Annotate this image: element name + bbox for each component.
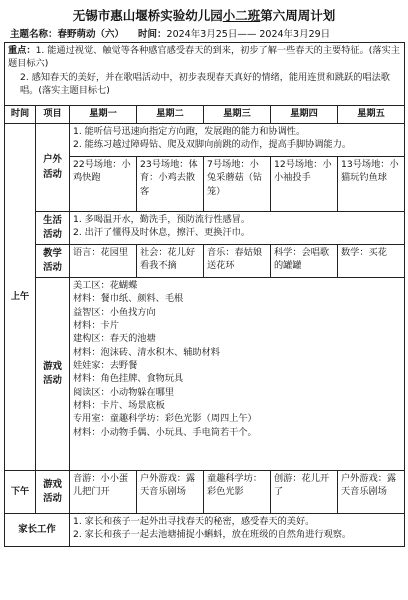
life-item-1: 1. 多喝温开水，勤洗手，预防流行性感冒。 xyxy=(73,214,251,225)
outdoor-goal-2: 2. 能练习越过障碍钻、爬及双脚向前跳的动作，提高手脚协调能力。 xyxy=(73,139,352,151)
game-label: 游戏活动 xyxy=(36,278,70,471)
game-line-8: 材料：角色挂牌、食物玩具 xyxy=(73,373,184,385)
outdoor-mon: 22号场地：小鸡快跑 xyxy=(70,157,137,212)
title-class: 小二班 xyxy=(222,8,261,23)
theme-label: 主题名称： xyxy=(10,29,58,40)
home-row xyxy=(5,514,405,547)
plan-table xyxy=(4,42,405,547)
afternoon-row xyxy=(5,471,405,514)
outdoor-goals-cell xyxy=(70,124,405,157)
game-line-2: 材料：餐巾纸、颜料、毛根 xyxy=(73,293,184,305)
time-label: 时间： xyxy=(138,29,167,40)
teach-tue: 社会：花儿好看我不摘 xyxy=(137,245,204,278)
focus-cell xyxy=(5,43,405,106)
game-line-11: 专用室：童趣科学坊：彩色光影（周四上午） xyxy=(73,413,257,425)
teach-label: 教学活动 xyxy=(36,245,70,278)
section-morning: 上午 xyxy=(5,124,36,471)
game-line-5: 建构区：春天的池塘 xyxy=(73,333,156,345)
life-row xyxy=(5,212,405,245)
section-afternoon: 下午 xyxy=(5,471,36,514)
teach-thu: 科学：会唱歌的罐罐 xyxy=(271,245,338,278)
teach-row xyxy=(5,245,405,278)
teach-fri: 数学：买花 xyxy=(338,245,405,278)
focus-label: 重点： xyxy=(8,45,36,56)
outdoor-goal-row xyxy=(5,124,405,157)
game-line-12: 材料：小动物手偶、小玩具、手电筒若干个。 xyxy=(73,426,257,438)
game-cell xyxy=(70,278,405,471)
header-item: 项目 xyxy=(36,106,70,124)
header-fri: 星期五 xyxy=(338,106,405,124)
pm-game-label: 游戏活动 xyxy=(36,471,70,514)
outdoor-tue: 23号场地：体育：小鸡去散客 xyxy=(137,157,204,212)
focus-text-1: 1. 能通过视觉、触觉等各种感官感受春天的到来，初步了解一些春天的主要特征。(落实主题目标六) xyxy=(8,45,400,70)
outdoor-label: 户外活动 xyxy=(36,124,70,212)
game-line-1: 美工区：花蝴蝶 xyxy=(73,280,138,291)
header-mon: 星期一 xyxy=(70,106,137,124)
game-line-7: 娃娃家：去野餐 xyxy=(73,360,138,372)
teach-wed: 音乐：春姑娘送花环 xyxy=(204,245,271,278)
game-line-4: 材料：卡片 xyxy=(73,320,119,332)
game-row xyxy=(5,278,405,471)
home-item-1: 1. 家长和孩子一起外出寻找春天的秘密，感受春天的美好。 xyxy=(73,516,315,527)
home-label: 家长工作 xyxy=(5,514,70,547)
header-wed: 星期三 xyxy=(204,106,271,124)
life-label: 生活活动 xyxy=(36,212,70,245)
header-row xyxy=(5,106,405,124)
theme-line xyxy=(10,26,330,40)
game-line-6: 材料：泡沫砖、清水积木、辅助材料 xyxy=(73,346,220,358)
page-title xyxy=(0,6,408,24)
outdoor-fri: 13号场地：小猫玩钓鱼球 xyxy=(338,157,405,212)
outdoor-wed: 7号场地：小兔采蘑菇（钻笼） xyxy=(204,157,271,212)
title-week: 第六周 xyxy=(260,8,298,23)
game-line-10: 材料：卡片、场景底板 xyxy=(73,400,165,412)
outdoor-goal-1: 1. 能听信号迅速向指定方向跑，发展跑的能力和协调性。 xyxy=(73,126,306,137)
home-cell xyxy=(70,514,405,547)
header-thu: 星期四 xyxy=(271,106,338,124)
pm-wed: 童趣科学坊：彩色光影 xyxy=(204,471,271,514)
teach-mon: 语言：花园里 xyxy=(70,245,137,278)
outdoor-thu: 12号场地：小小袖投手 xyxy=(271,157,338,212)
life-cell xyxy=(70,212,405,245)
home-item-2: 2. 家长和孩子一起去池塘捕捉小蝌蚪，放在班级的自然角进行观察。 xyxy=(73,529,352,541)
header-tue: 星期二 xyxy=(137,106,204,124)
game-line-3: 益智区：小鱼找方向 xyxy=(73,306,156,318)
time-value: 2024年3月25日—— 2024年3月29日 xyxy=(166,29,331,40)
focus-row xyxy=(5,43,405,106)
focus-text-2: 2. 感知春天的美好，并在歌唱活动中，初步表现春天真好的情绪，能用连贯和跳跃的唱法歌唱。(落实主题目标七) xyxy=(20,71,390,97)
header-time: 时间 xyxy=(5,106,36,124)
game-line-9: 阅读区：小动物躲在哪里 xyxy=(73,386,175,398)
pm-mon: 音游：小小蛋儿把门开 xyxy=(70,471,137,514)
title-school: 无锡市惠山堰桥实验幼儿园 xyxy=(72,8,223,23)
title-suffix: 周计划 xyxy=(297,8,336,23)
pm-fri: 户外游戏：露天音乐剧场 xyxy=(338,471,405,514)
theme-name: 春野萌动（六） xyxy=(57,29,125,40)
pm-tue: 户外游戏：露天音乐剧场 xyxy=(137,471,204,514)
life-item-2: 2. 出汗了懂得及时休息，擦汗、更换汗巾。 xyxy=(73,227,251,239)
focus-line-1 xyxy=(8,44,401,71)
pm-thu: 创游：花儿开了 xyxy=(271,471,338,514)
